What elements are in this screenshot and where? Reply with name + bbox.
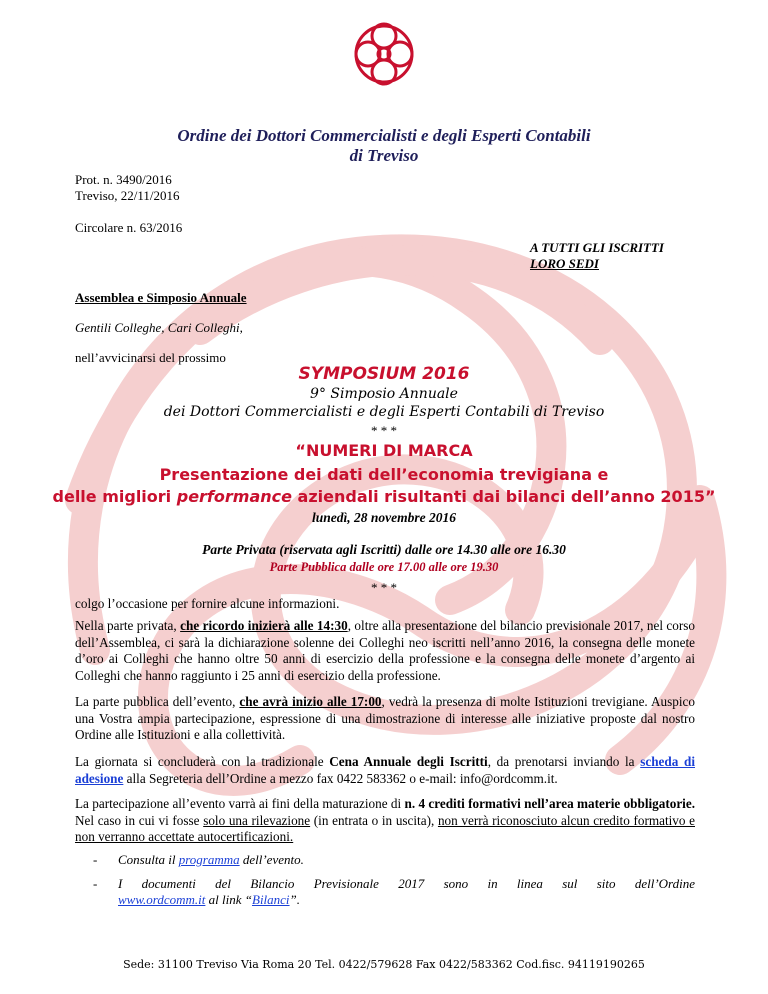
event-subtitle-1: 9° Simposio Annuale [310,386,458,402]
event-date: lunedì, 28 novembre 2016 [312,510,456,525]
event-headline-2: Presentazione dei dati dell’economia trevigiana e [159,465,609,484]
programma-link[interactable]: programma [178,852,240,867]
bilanci-link[interactable]: Bilanci [252,892,290,907]
bullet-item-2-line1: I documenti del Bilancio Previsionale 2017 sono in linea sul sito dell’Ordine [118,876,695,891]
intro-text: nell’avvicinarsi del prossimo [75,350,226,365]
event-subtitle-2: dei Dottori Commercialisti e degli Esperti Contabili di Treviso [163,404,605,420]
bullet-item-1: Consulta il programma dell’evento. [118,852,304,867]
private-part: Parte Privata (riservata agli Iscritti) dalle ore 14.30 alle ore 16.30 [202,542,566,557]
footer-address: Sede: 31100 Treviso Via Roma 20 Tel. 0422/579628 Fax 0422/583362 Cod.fisc. 94119190265 [123,958,645,971]
body-paragraph-4: La partecipazione all’evento varrà ai fini della maturazione di n. 4 crediti formativi nell’area materie obbligatorie. Nel caso in cui vi fosse solo una rilevazione (in entrata o in uscita), non verrà riconosciuto alcun credito formativo e non verranno accettate autocertificazioni. [75,796,695,844]
scheda-adesione-link[interactable]: scheda di adesione [75,754,695,786]
protocol-number: Prot. n. 3490/2016 [75,172,172,187]
bullet-item-2-line2: www.ordcomm.it al link “Bilanci”. [118,892,301,907]
event-headline-1: “NUMERI DI MARCA [295,441,473,460]
recipient-line2: LORO SEDI [530,256,599,271]
body-paragraph-2: La parte pubblica dell’evento, che avrà inizio alle 17:00, vedrà la presenza di molte Istituzioni trevigiane. Auspico una Vostra ampia partecipazione, espressione di una dimostrazione di interesse alle iniziative proposte dal nostro Ordine alle Istituzioni e alla collettività. [75,694,695,742]
circular-number: Circolare n. 63/2016 [75,220,183,235]
body-paragraph-3: La giornata si concluderà con la tradizionale Cena Annuale degli Iscritti, da prenotarsi inviando la scheda di adesione alla Segreteria dell’Ordine a mezzo fax 0422 583362 o e-mail: info@ordcomm.it. [75,754,695,786]
separator-2: * * * [371,580,397,595]
org-name-line1: Ordine dei Dottori Commercialisti e degli Esperti Contabili [177,126,591,145]
public-part: Parte Pubblica dalle ore 17.00 alle ore 19.30 [269,560,499,574]
bullet-dash-2: - [93,876,98,891]
bullet-dash-1: - [93,852,98,867]
subject-line: Assemblea e Simposio Annuale [75,290,247,305]
org-name-line2: di Treviso [349,146,419,165]
ordcomm-site-link[interactable]: www.ordcomm.it [118,892,206,907]
greeting: Gentili Colleghe, Cari Colleghi, [75,320,243,335]
body-paragraph-1: Nella parte privata, che ricordo inizierà alle 14:30, oltre alla presentazione del bilancio previsionale 2017, nel corso dell’Assemblea, ci sarà la dichiarazione solenne dei Colleghi neo iscritti nell’anno 2016, la consegna delle monete d’oro ai Colleghi che hanno oltre 50 anni di esercizio della professione e la consegna delle monete d’argento ai Colleghi che hanno raggiunto i 25 anni di esercizio della professione. [75,618,696,683]
place-date: Treviso, 22/11/2016 [75,188,180,203]
event-title: SYMPOSIUM 2016 [298,364,470,384]
recipient-line1: A TUTTI GLI ISCRITTI [530,240,664,255]
knot-logo-icon [350,10,418,100]
body-paragraph-0: colgo l’occasione per fornire alcune informazioni. [75,596,340,611]
event-headline-3: delle migliori performance aziendali risultanti dai bilanci dell’anno 2015” [52,487,716,506]
separator-1: * * * [371,423,397,438]
